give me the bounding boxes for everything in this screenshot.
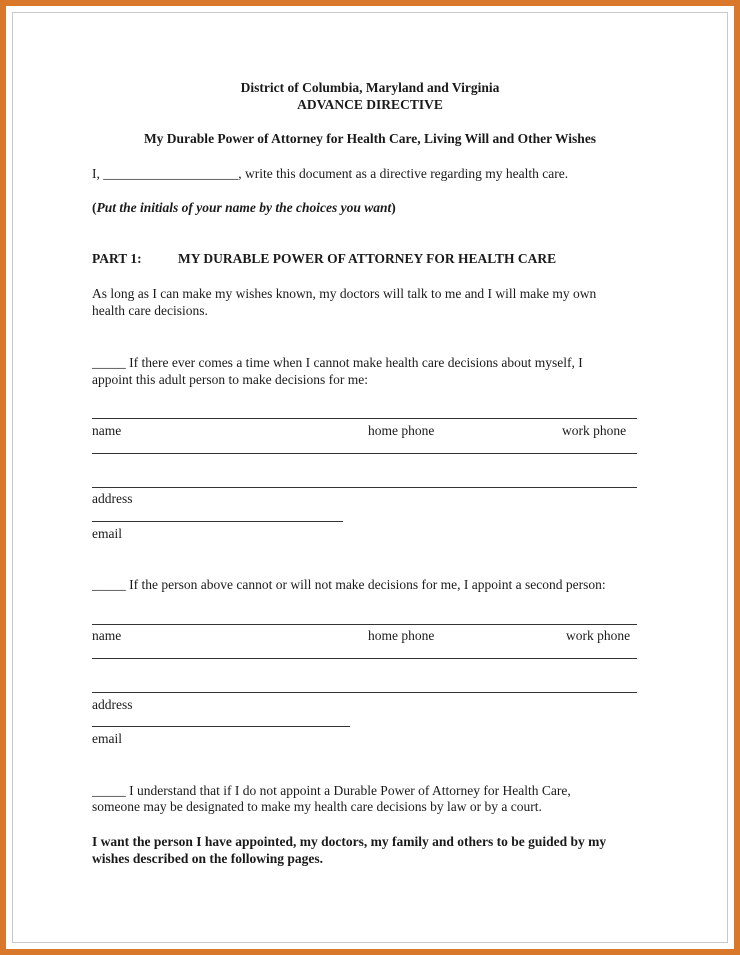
closing-line2: wishes described on the following pages. — [92, 851, 324, 866]
choice1-line1 — [92, 354, 583, 371]
first-person-address-label: address — [92, 491, 133, 506]
part1-title: MY DURABLE POWER OF ATTORNEY FOR HEALTH CARE — [178, 251, 557, 266]
header-subtitle: My Durable Power of Attorney for Health Care, Living Will and Other Wishes — [143, 131, 597, 146]
instruction-close-paren: ) — [391, 200, 396, 215]
choice3-line1 — [92, 782, 571, 799]
second-person-name-line[interactable] — [92, 624, 637, 625]
choice1-text: If there ever comes a time when I cannot make health care decisions about myself, I — [129, 355, 583, 370]
intro-line — [92, 165, 568, 182]
header-title: ADVANCE DIRECTIVE — [297, 97, 443, 112]
intro-suffix: , write this document as a directive regarding my health care. — [238, 166, 569, 181]
choice2-line — [92, 576, 606, 593]
choice2-initials-blank[interactable]: _____ — [92, 577, 126, 592]
first-person-email-line[interactable] — [92, 521, 343, 522]
name-blank[interactable]: ____________________ — [103, 166, 239, 181]
first-person-email-label: email — [92, 526, 122, 541]
second-person-email-label: email — [92, 731, 122, 746]
first-person-address-line2[interactable] — [92, 487, 637, 488]
second-person-email-line[interactable] — [92, 726, 350, 727]
second-person-address-line1[interactable] — [92, 658, 637, 659]
instruction-open-paren: ( — [92, 200, 97, 215]
second-person-name-label: name — [92, 628, 122, 643]
first-person-address-line1[interactable] — [92, 453, 637, 454]
choice3-line2: someone may be designated to make my health care decisions by law or by a court. — [92, 799, 542, 814]
closing-line1: I want the person I have appointed, my doctors, my family and others to be guided by my — [92, 834, 607, 849]
choice1-line2: appoint this adult person to make decisions for me: — [92, 372, 368, 387]
instruction-text: Put the initials of your name by the choices you want — [96, 200, 392, 215]
second-person-work-phone-label: work phone — [566, 628, 631, 643]
header-jurisdiction: District of Columbia, Maryland and Virginia — [240, 80, 500, 95]
initials-instruction — [92, 199, 396, 216]
part1-paragraph-line2: health care decisions. — [92, 303, 208, 318]
first-person-name-label: name — [92, 423, 122, 438]
first-person-name-line[interactable] — [92, 418, 637, 419]
first-person-work-phone-label: work phone — [562, 423, 627, 438]
second-person-address-line2[interactable] — [92, 692, 637, 693]
choice2-text: If the person above cannot or will not make decisions for me, I appoint a second person: — [129, 577, 606, 592]
choice3-initials-blank[interactable]: _____ — [92, 783, 126, 798]
first-person-home-phone-label: home phone — [368, 423, 435, 438]
intro-prefix: I, — [92, 166, 100, 181]
second-person-address-label: address — [92, 697, 133, 712]
part1-paragraph-line1: As long as I can make my wishes known, my doctors will talk to me and I will make my own — [92, 286, 597, 301]
second-person-home-phone-label: home phone — [368, 628, 435, 643]
choice3-text: I understand that if I do not appoint a Durable Power of Attorney for Health Care, — [129, 783, 571, 798]
choice1-initials-blank[interactable]: _____ — [92, 355, 126, 370]
part1-label: PART 1: — [92, 251, 142, 266]
